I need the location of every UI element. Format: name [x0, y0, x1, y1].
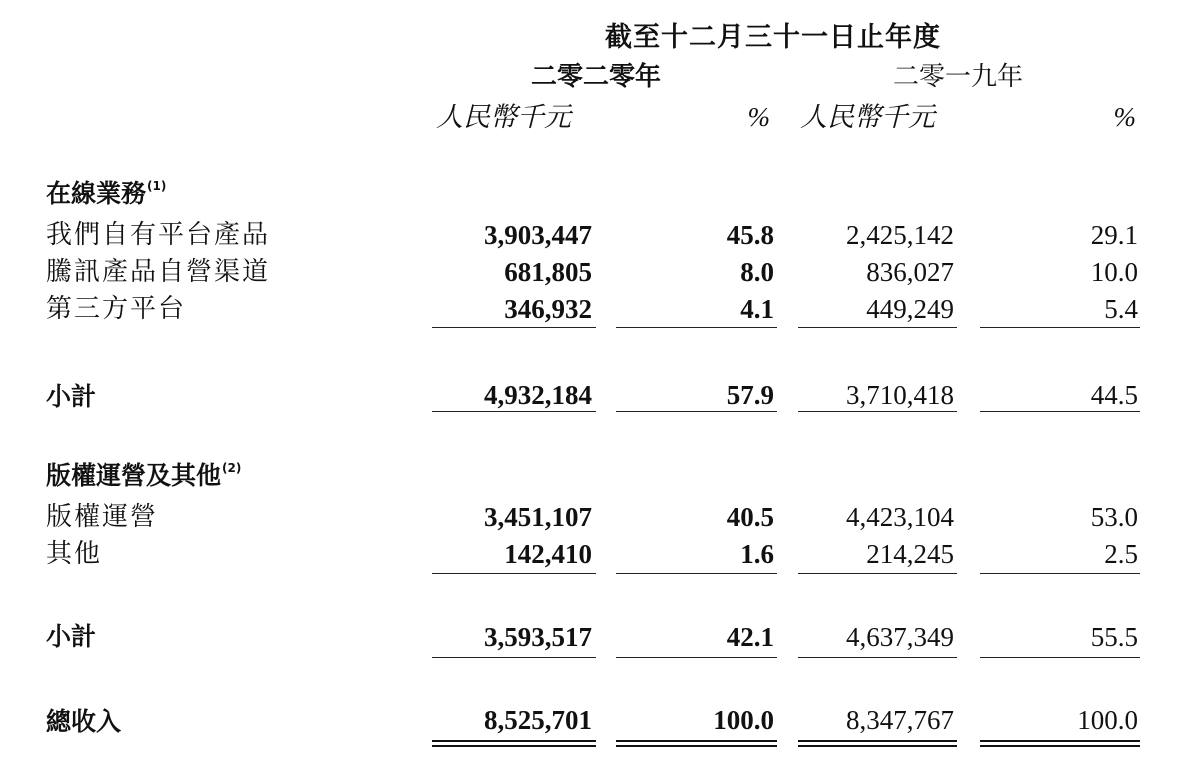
value-2020: 681,805 — [504, 257, 592, 287]
percent-2020: 4.1 — [740, 294, 774, 324]
rule-line — [798, 573, 957, 574]
percent-2020: 45.8 — [726, 220, 774, 250]
year-2020-heading: 二零二零年 — [531, 62, 662, 92]
row-label: 我們自有平台產品 — [46, 220, 271, 250]
subtotal-percent-2020: 42.1 — [726, 622, 774, 652]
footnote-marker-2: (2) — [222, 461, 242, 475]
unit-rmb-2020: 人民幣千元 — [436, 102, 571, 133]
double-rule — [616, 740, 777, 747]
percent-2019: 10.0 — [1090, 257, 1138, 287]
rule-line — [798, 657, 957, 658]
value-2019: 449,249 — [866, 294, 954, 324]
subtotal-value-2020: 3,593,517 — [484, 622, 592, 652]
row-label: 第三方平台 — [46, 294, 187, 324]
double-rule — [432, 740, 596, 747]
subtotal-percent-2020: 57.9 — [726, 380, 774, 410]
year-2019-heading: 二零一九年 — [893, 62, 1024, 92]
percent-2019: 29.1 — [1090, 220, 1138, 250]
subtotal-percent-2019: 44.5 — [1090, 380, 1138, 410]
double-rule — [980, 740, 1140, 747]
subtotal-value-2019: 3,710,418 — [846, 380, 954, 410]
rule-line — [616, 327, 777, 328]
subtotal-value-2019: 4,637,349 — [846, 622, 954, 652]
row-label: 其他 — [46, 539, 103, 569]
rule-line — [432, 327, 596, 328]
percent-2019: 5.4 — [1104, 294, 1138, 324]
percent-2020: 8.0 — [740, 257, 774, 287]
value-2020: 3,451,107 — [484, 502, 592, 532]
percent-2019: 53.0 — [1090, 502, 1138, 532]
value-2020: 346,932 — [504, 294, 592, 324]
section-title-online — [46, 181, 166, 206]
percent-2019: 2.5 — [1104, 539, 1138, 569]
rule-line — [798, 411, 957, 412]
unit-pct-2019: % — [1113, 102, 1136, 132]
value-2020: 142,410 — [504, 539, 592, 569]
total-label: 總收入 — [46, 707, 122, 736]
percent-2020: 1.6 — [740, 539, 774, 569]
footnote-marker-1: (1) — [147, 179, 167, 193]
value-2019: 2,425,142 — [846, 220, 954, 250]
period-heading: 截至十二月三十一日止年度 — [605, 22, 941, 53]
subtotal-label: 小計 — [46, 382, 97, 411]
total-percent-2019: 100.0 — [1077, 705, 1138, 735]
total-value-2019: 8,347,767 — [846, 705, 954, 735]
percent-2020: 40.5 — [726, 502, 774, 532]
total-value-2020: 8,525,701 — [484, 705, 592, 735]
section-title-ip-text: 版權運營及其他 — [46, 461, 222, 490]
rule-line — [432, 411, 596, 412]
unit-rmb-2019: 人民幣千元 — [800, 102, 935, 133]
value-2020: 3,903,447 — [484, 220, 592, 250]
rule-line — [980, 657, 1140, 658]
value-2019: 836,027 — [866, 257, 954, 287]
subtotal-label: 小計 — [46, 622, 97, 651]
section-title-online-text: 在線業務 — [46, 179, 147, 208]
rule-line — [980, 327, 1140, 328]
rule-line — [798, 327, 957, 328]
total-percent-2020: 100.0 — [713, 705, 774, 735]
rule-line — [616, 657, 777, 658]
value-2019: 4,423,104 — [846, 502, 954, 532]
rule-line — [432, 657, 596, 658]
value-2019: 214,245 — [866, 539, 954, 569]
section-title-ip — [46, 463, 241, 488]
rule-line — [616, 411, 777, 412]
rule-line — [432, 573, 596, 574]
double-rule — [798, 740, 957, 747]
unit-pct-2020: % — [747, 102, 770, 132]
rule-line — [616, 573, 777, 574]
rule-line — [980, 573, 1140, 574]
subtotal-value-2020: 4,932,184 — [484, 380, 592, 410]
rule-line — [980, 411, 1140, 412]
row-label: 騰訊產品自營渠道 — [46, 257, 271, 287]
row-label: 版權運營 — [46, 502, 159, 532]
subtotal-percent-2019: 55.5 — [1090, 622, 1138, 652]
